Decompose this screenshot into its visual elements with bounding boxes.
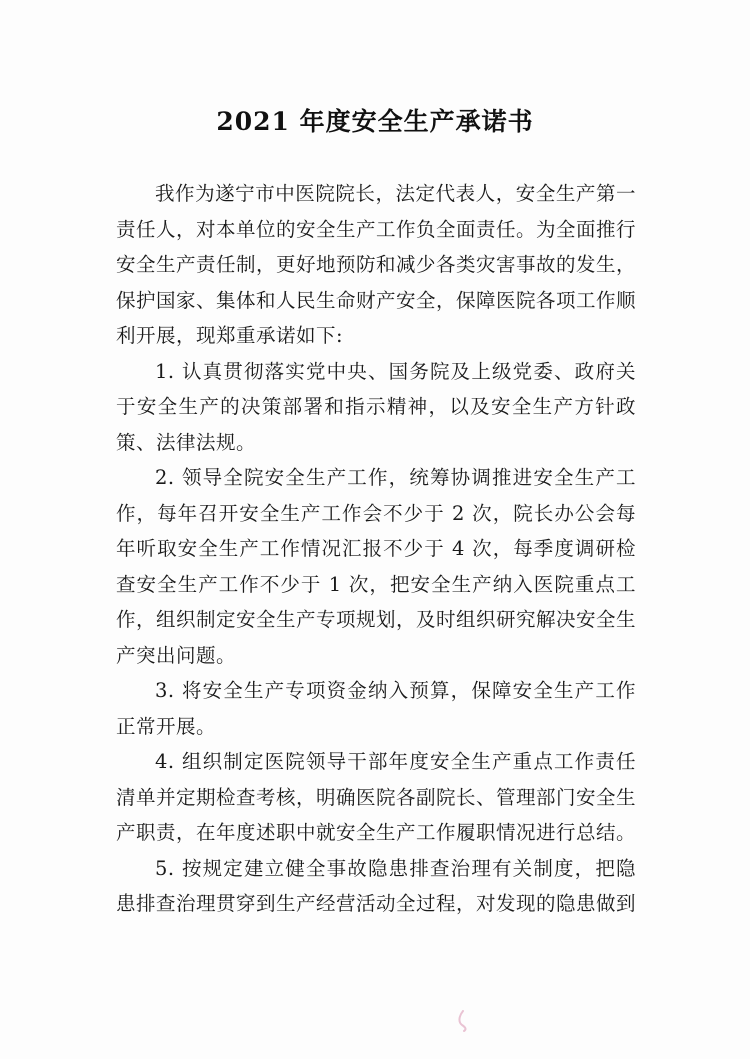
document-body (116, 176, 636, 922)
scan-mark-icon (456, 1010, 470, 1032)
document-title: 2021 年度安全生产承诺书 (216, 107, 534, 136)
commitment-item-3: 3. 将安全生产专项资金纳入预算，保障安全生产工作正常开展。 (116, 679, 636, 738)
commitment-item-1: 1. 认真贯彻落实党中央、国务院及上级党委、政府关于安全生产的决策部署和指示精神，以及安全生产方针政策、法律法规。 (116, 359, 636, 454)
commitment-item-4: 4. 组织制定医院领导干部年度安全生产重点工作责任清单并定期检查考核，明确医院各副院长、管理部门安全生产职责，在年度述职中就安全生产工作履职情况进行总结。 (116, 750, 637, 844)
commitment-item-5: 5. 按规定建立健全事故隐患排查治理有关制度，把隐患排查治理贯穿到生产经营活动全过程，对发现的隐患做到 (116, 856, 637, 915)
intro-paragraph: 我作为遂宁市中医院院长，法定代表人，安全生产第一责任人，对本单位的安全生产工作负全面责任。为全面推行安全生产责任制，更好地预防和减少各类灾害事故的发生，保护国家、集体和人民生命财产安全，保障医院各项工作顺利开展，现郑重承诺如下: (116, 182, 637, 347)
commitment-item-2: 2. 领导全院安全生产工作，统筹协调推进安全生产工作，每年召开安全生产工作会不少于 2 次，院长办公会每年听取安全生产工作情况汇报不少于 4 次，每季度调研检查安全生产工作不少于 1 次，把安全生产纳入医院重点工作，组织制定安全生产专项规划，及时组织研究解决安全生产突出问题。 (116, 466, 637, 667)
